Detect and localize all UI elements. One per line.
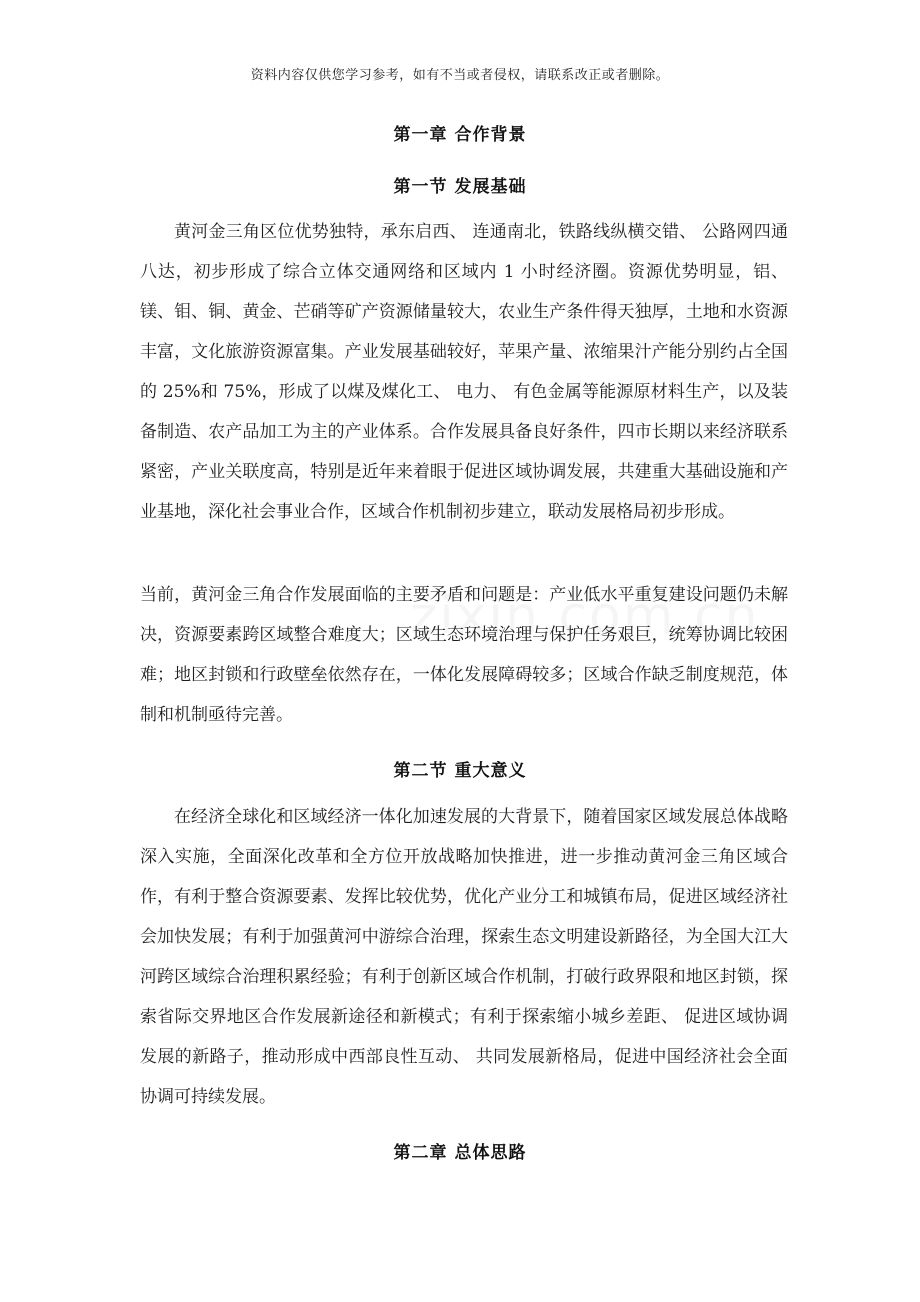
section-1-paragraph-2: 当前，黄河金三角合作发展面临的主要矛盾和问题是：产业低水平重复建设问题仍未解决，资源要素跨区域整合难度大；区域生态环境治理与保护任务艰巨，统筹协调比较困难；地区封锁和行政壁垒依然存在，一体化发展障碍较多；区域合作缺乏制度规范，体制和机制亟待完善。	[140, 585, 788, 725]
section-1-paragraph-1: 黄河金三角区位优势独特，承东启西、 连通南北，铁路线纵横交错、 公路网四通八达，初步形成了综合立体交通网络和区域内 1 小时经济圈。资源优势明显，铝、镁、钼、铜、黄金、芒硝等矿产资源储量较大，农业生产条件得天独厚，土地和水资源丰富，文化旅游资源富集。产业发展基础较好，苹果产量、浓缩果汁产能分别约占全国的 25%和 75%，形成了以煤及煤化工、 电力、 有色金属等能源原材料生产，以及装备制造、农产品加工为主的产业体系。合作发展具备良好条件，四市长期以来经济联系紧密，产业关联度高，特别是近年来着眼于促进区域协调发展，共建重大基础设施和产业基地，深化社会事业合作，区域合作机制初步建立，联动发展格局初步形成。	[140, 222, 788, 522]
disclaimer-header: 资料内容仅供您学习参考，如有不当或者侵权，请联系改正或者删除。	[250, 68, 670, 83]
section-2-paragraph-1: 在经济全球化和区域经济一体化加速发展的大背景下，随着国家区域发展总体战略深入实施，全面深化改革和全方位开放战略加快推进，进一步推动黄河金三角区域合作，有利于整合资源要素、发挥比较优势，优化产业分工和城镇布局，促进区域经济社会加快发展；有利于加强黄河中游综合治理，探索生态文明建设新路径，为全国大江大河跨区域综合治理积累经验；有利于创新区域合作机制，打破行政界限和地区封锁，探索省际交界地区合作发展新途径和新模式；有利于探索缩小城乡差距、 促进区域协调发展的新路子，推动形成中西部良性互动、 共同发展新格局，促进中国经济社会全面协调可持续发展。	[140, 807, 788, 1107]
section-1-title: 第一节 发展基础	[393, 177, 527, 197]
chapter-1-title: 第一章 合作背景	[393, 125, 527, 145]
section-2-title: 第二节 重大意义	[393, 761, 527, 781]
chapter-2-title: 第二章 总体思路	[393, 1143, 527, 1163]
